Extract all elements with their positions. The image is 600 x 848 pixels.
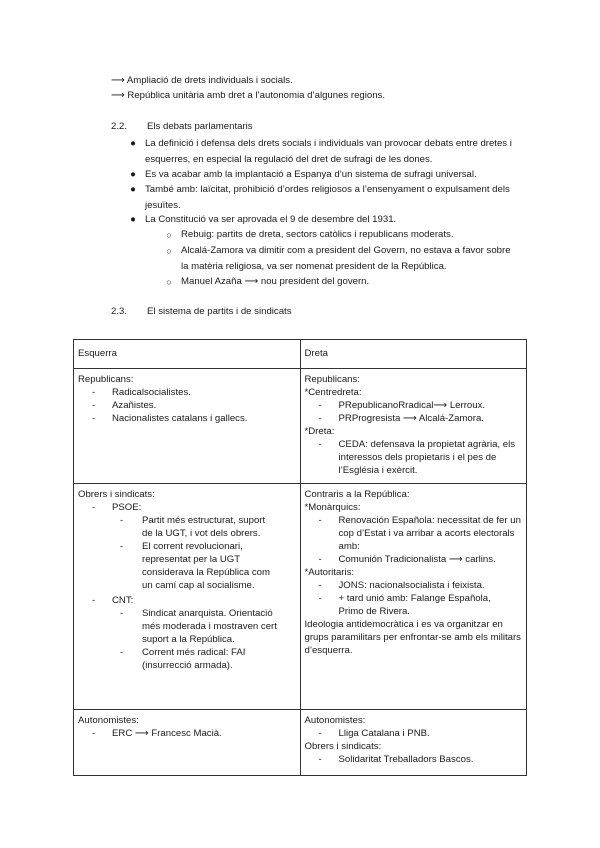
bullet-icon: ● bbox=[130, 214, 136, 225]
table-row bbox=[74, 484, 527, 710]
cell-title: Republicans: bbox=[304, 374, 360, 385]
list-item: - Azañistes. bbox=[92, 400, 157, 411]
section-title: Els debats parlamentaris bbox=[147, 121, 253, 132]
list-item: - Renovación Española: necessitat de fer un cop d’Estat i va arribar a acorts electorals amb: bbox=[318, 515, 521, 552]
section-title: El sistema de partits i de sindicats bbox=[147, 306, 292, 317]
sub-bullet-text: Manuel Azaña ⟶ nou president del govern. bbox=[181, 276, 370, 287]
list-item: - CNT: bbox=[92, 595, 134, 606]
section-2-3-heading bbox=[111, 304, 292, 320]
cell-left-workers bbox=[74, 484, 301, 710]
circle-bullet-icon: ○ bbox=[166, 277, 172, 287]
list-item: - PRepublicanoRradical⟶ Lerroux. bbox=[318, 400, 486, 411]
list-item: - JONS: nacionalsocialista i feixista. bbox=[318, 580, 485, 591]
list-item: - Nacionalistes catalans i gallecs. bbox=[92, 413, 248, 424]
table-row bbox=[74, 369, 527, 484]
list-item: - Radicalsocialistes. bbox=[92, 387, 191, 398]
sub-list-item: - Sindicat anarquista. Orientació més moderada i mostraven cert suport a la República. bbox=[120, 608, 277, 645]
sub-bullet-text: Alcalá-Zamora va dimitir com a president del Govern, no estava a favor sobre la matèria religiosa, va ser nomenat president de la República. bbox=[181, 245, 511, 272]
cell-subtitle: *Centredreta: bbox=[304, 387, 362, 398]
list-item: - Solidaritat Treballadors Bascos. bbox=[318, 754, 474, 765]
list-item: - Lliga Catalana i PNB. bbox=[318, 728, 430, 739]
header-right: Dreta bbox=[300, 340, 527, 369]
list-item: - PSOE: bbox=[92, 502, 142, 513]
bullet-icon: ● bbox=[130, 138, 136, 149]
cell-title: Obrers i sindicats: bbox=[78, 489, 155, 500]
cell-right-republicans bbox=[300, 369, 527, 484]
cell-subtitle: *Monàrquics: bbox=[304, 502, 361, 513]
cell-title: Autonomistes: bbox=[304, 715, 366, 726]
cell-left-republicans bbox=[74, 369, 301, 484]
bullet-icon: ● bbox=[130, 169, 136, 180]
list-item: - CEDA: defensava la propietat agrària, els interessos dels propietaris i el pes de l’Església i exèrcit. bbox=[318, 439, 516, 476]
section-2-2-heading bbox=[111, 119, 253, 135]
bullet-text: També amb: laïcitat, prohibició d’ordes religiosos a l’ensenyament o expulsament dels jesuïtes. bbox=[145, 184, 510, 211]
list-item: - Comunión Tradicionalista ⟶ carlins. bbox=[318, 554, 496, 565]
cell-subtitle: *Dreta: bbox=[304, 426, 335, 437]
header-left: Esquerra bbox=[74, 340, 301, 369]
list-item: - + tard unió amb: Falange Española, Primo de Rivera. bbox=[318, 593, 491, 617]
cell-title: Republicans: bbox=[78, 374, 134, 385]
sub-list-item: - Corrent més radical: FAI (insurrecció armada). bbox=[120, 647, 246, 671]
intro-line-2: ⟶ República unitària amb dret a l’autonomia d’algunes regions. bbox=[111, 90, 386, 101]
list-item: - ERC ⟶ Francesc Macià. bbox=[92, 728, 222, 739]
cell-subtitle: *Autoritaris: bbox=[304, 567, 355, 578]
bullet-icon: ● bbox=[130, 184, 136, 195]
section-number: 2.3. bbox=[111, 306, 128, 317]
intro-line-1: ⟶ Ampliació de drets individuals i socials. bbox=[111, 75, 293, 86]
cell-title: Contraris a la República: bbox=[304, 489, 410, 500]
cell-note: Ideologia antidemocràtica i es va organitzar en grups paramilitars per enfrontar-se amb els militars d’esquerra. bbox=[304, 619, 521, 656]
section-number: 2.2. bbox=[111, 121, 128, 132]
bullet-text: La Constitució va ser aprovada el 9 de desembre del 1931. bbox=[145, 214, 397, 225]
sub-bullet-text: Rebuig: partits de dreta, sectors catòlics i republicans moderats. bbox=[181, 229, 454, 240]
parties-table bbox=[73, 339, 527, 776]
cell-right-autonomists bbox=[300, 710, 527, 776]
circle-bullet-icon: ○ bbox=[166, 246, 172, 256]
cell-left-autonomists bbox=[74, 710, 301, 776]
table-header-row bbox=[74, 340, 527, 369]
circle-bullet-icon: ○ bbox=[166, 230, 172, 240]
table-row bbox=[74, 710, 527, 776]
bullet-text: Es va acabar amb la implantació a Espanya d’un sistema de sufragi universal. bbox=[145, 169, 477, 180]
sub-list-item: - Partit més estructurat, suport de la UGT, i vot dels obrers. bbox=[120, 515, 266, 539]
cell-subtitle: Obrers i sindicats: bbox=[304, 741, 382, 752]
sub-list-item: - El corrent revolucionari, representat per la UGT considerava la República com un camí cap al socialisme. bbox=[120, 541, 270, 591]
bullet-text: La definició i defensa dels drets socials i individuals van provocar debats entre dretes i esquerres, en especial la regulació del dret de sufragi de les dones. bbox=[145, 138, 512, 165]
list-item: - PRProgresista ⟶ Alcalá-Zamora. bbox=[318, 413, 484, 424]
cell-right-contraris bbox=[300, 484, 527, 710]
cell-title: Autonomistes: bbox=[78, 715, 139, 726]
